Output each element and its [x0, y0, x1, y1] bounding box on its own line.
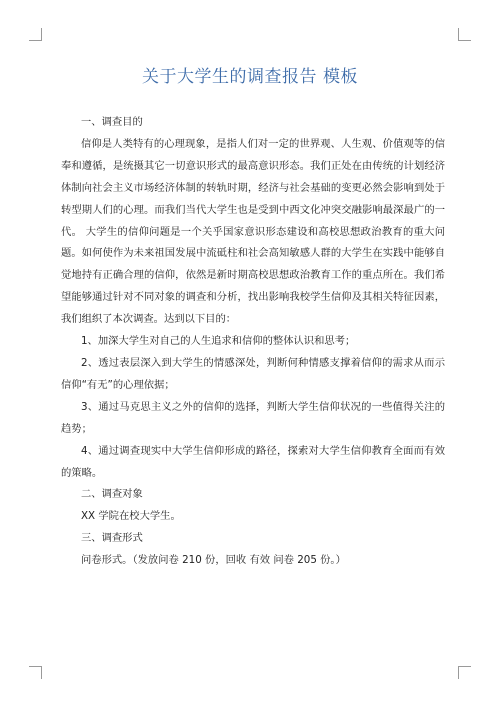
section-heading-subjects: 二、调查对象 [81, 488, 143, 501]
goal-item-4: 4、通过调查现实中大学生信仰形成的路径，探索对大学生信仰教育全面而有效的策略。 [61, 444, 445, 479]
section-heading-purpose: 一、调查目的 [81, 116, 143, 128]
paragraph-format: 问卷形式。（发放问卷 210 份，回收 有效 问卷 205 份。） [81, 554, 346, 567]
crop-mark-bottom-left [29, 666, 42, 679]
goal-item-2: 2、透过表层深入到大学生的情感深处，判断何种情感支撑着信仰的需求从而示信仰“有无”的心理依据； [61, 356, 445, 391]
document-title: 关于大学生的调查报告 模板 [142, 67, 358, 87]
paragraph-subjects: XX 学院在校大学生。 [81, 510, 181, 523]
crop-mark-top-left [29, 28, 42, 41]
crop-mark-bottom-right [458, 666, 471, 679]
section-heading-format: 三、调查形式 [81, 532, 143, 545]
goal-item-3: 3、通过马克思主义之外的信仰的选择，判断大学生信仰状况的一些值得关注的趋势； [61, 400, 445, 435]
crop-mark-top-right [458, 28, 471, 41]
goal-item-1: 1、加深大学生对自己的人生追求和信仰的整体认识和思考； [81, 335, 356, 348]
document-body [61, 112, 445, 572]
paragraph-purpose: 信仰是人类特有的心理现象，是指人们对一定的世界观、人生观、价值观等的信奉和遵循，是统摄其它一切意识形式的最高意识形态。我们正处在由传统的计划经济体制向社会主义市场经济体制的转轨时期，经济与社会基础的变更必然会影响到处于转型期人们的心理。而我们当代大学生也是受到中西文化冲突交融影响最深最广的一代。 大学生的信仰问题是一个关乎国家意识形态建设和高校思想政治教育的重大问题。如何使作为未来祖国发展中流砥柱和社会高知敏感人群的大学生在实践中能够自觉地持有正确合理的信仰，依然是新时期高校思想政治教育工作的重点所在。我们希望能够通过针对不同对象的调查和分析，找出影响我校学生信仰及其相关特征因素，我们组织了本次调查。达到以下目的： [61, 137, 445, 326]
